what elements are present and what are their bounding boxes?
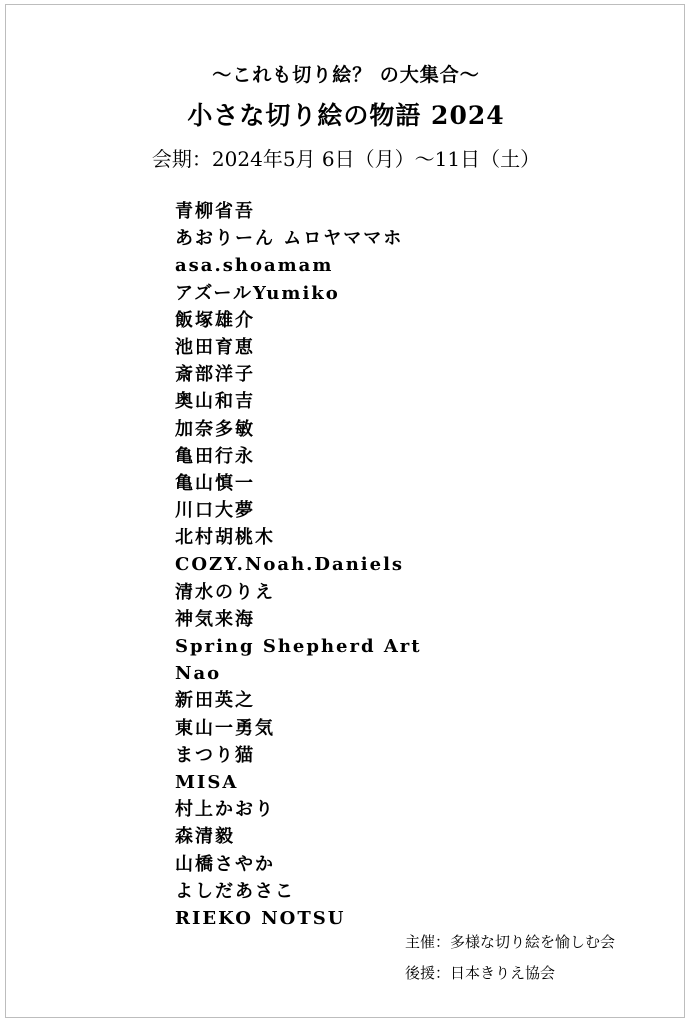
support-credit: 後援：日本きりえ協会 — [405, 964, 556, 982]
event-subtitle: 〜これも切り絵？ の大集合〜 — [212, 64, 480, 86]
artist-name: COZY.Noah.Daniels — [175, 554, 405, 576]
artist-name: 斎部洋子 — [175, 364, 255, 386]
artist-name: Nao — [175, 663, 222, 685]
artist-name: 森清毅 — [175, 826, 235, 848]
artist-name: 飯塚雄介 — [175, 309, 255, 331]
organizer-credit: 主催：多様な切り絵を愉しむ会 — [405, 933, 616, 951]
event-title: 小さな切り絵の物語 2024 — [187, 101, 505, 130]
artist-name: 新田英之 — [175, 690, 255, 712]
artist-name: 池田育恵 — [175, 336, 255, 358]
artist-name: よしだあさこ — [175, 880, 295, 902]
artist-name: MISA — [175, 771, 239, 793]
artist-name: 青柳省吾 — [175, 201, 255, 222]
artist-name: 神気来海 — [175, 608, 255, 630]
artist-name: 北村胡桃木 — [175, 527, 275, 549]
artist-name: RIEKO NOTSU — [175, 907, 346, 929]
artist-name: Spring Shepherd Art — [175, 636, 422, 657]
artist-name: 奥山和吉 — [175, 391, 255, 413]
artist-name: あおりーん ムロヤママホ — [175, 228, 404, 250]
artist-name: 村上かおり — [175, 799, 275, 821]
artist-name: 川口大夢 — [175, 500, 255, 522]
artist-name: 亀田行永 — [175, 445, 255, 467]
artist-name: 山橋さやか — [175, 853, 275, 875]
credits — [405, 930, 615, 992]
artist-name: 東山一勇気 — [175, 717, 275, 739]
event-period: 会期：2024年5月 6日（月）〜11日（土） — [151, 147, 541, 171]
artist-name: まつり猫 — [175, 744, 255, 766]
artist-list — [175, 198, 422, 932]
artist-name: 清水のりえ — [175, 581, 275, 603]
artist-name: アズールYumiko — [175, 282, 340, 304]
artist-name: asa.shoamam — [175, 255, 334, 277]
artist-name: 亀山慎一 — [175, 472, 255, 494]
artist-name: 加奈多敏 — [175, 418, 255, 440]
